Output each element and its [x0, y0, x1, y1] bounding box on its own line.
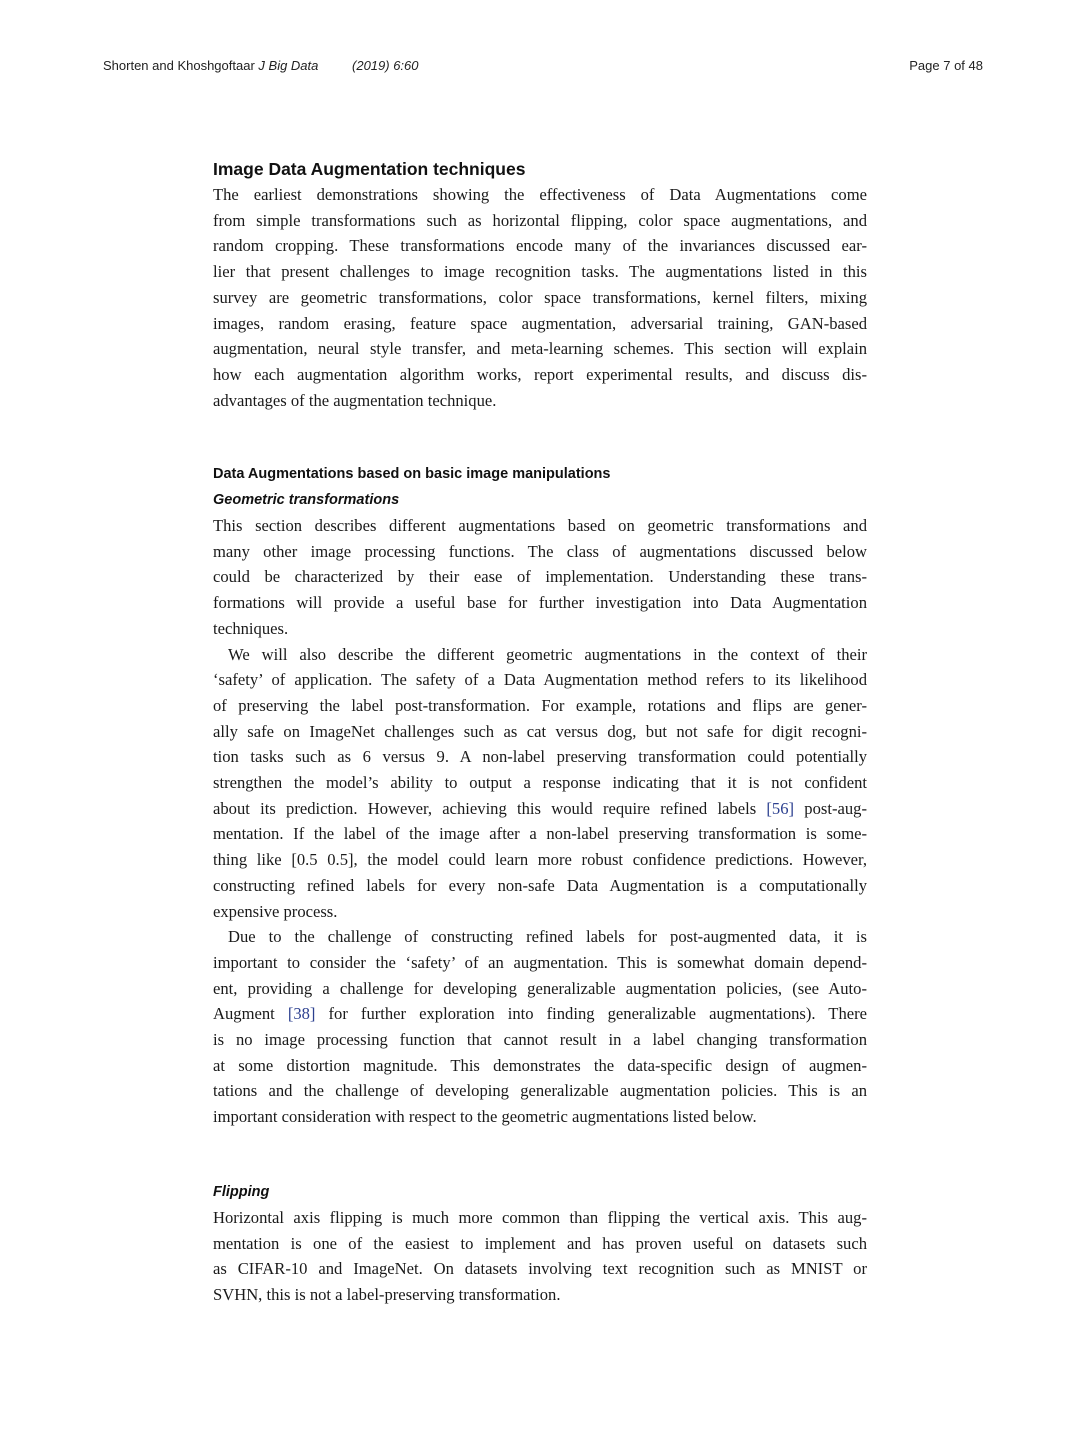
- text-line: formations will provide a useful base for further investigation into Data Augmentation: [213, 593, 867, 613]
- header-authors: Shorten and Khoshgoftaar: [103, 58, 255, 73]
- text-line: random cropping. These transformations encode many of the invariances discussed ear-: [213, 236, 867, 256]
- text-line: ent, providing a challenge for developing generalizable augmentation policies, (see Auto-: [213, 978, 867, 998]
- paragraph-flipping: [213, 1205, 867, 1308]
- text-line: from simple transformations such as horizontal flipping, color space augmentations, and: [213, 210, 867, 230]
- text-line: thing like [0.5 0.5], the model could learn more robust confidence predictions. However,: [213, 850, 867, 870]
- section-flipping: [213, 1179, 867, 1308]
- text-line: many other image processing functions. The class of augmentations discussed below: [213, 541, 867, 561]
- text-line: tion tasks such as 6 versus 9. A non-label preserving transformation could potentially: [213, 747, 867, 767]
- section-basic-image-manipulations: [213, 461, 867, 1130]
- text-line: how each augmentation algorithm works, report experimental results, and discuss dis-: [213, 364, 867, 384]
- text-fragment: about its prediction. However, achieving this would require refined labels: [213, 798, 767, 818]
- paragraph-geometric-intro: [213, 513, 867, 642]
- text-line: Horizontal axis flipping is much more common than flipping the vertical axis. This aug-: [213, 1208, 867, 1227]
- text-line: ally safe on ImageNet challenges such as cat versus dog, but not safe for digit recogni-: [213, 721, 867, 741]
- citation-link-38[interactable]: [38]: [287, 1004, 316, 1024]
- subsection-heading: Data Augmentations based on basic image manipulations: [213, 466, 611, 482]
- text-line: tations and the challenge of developing generalizable augmentation policies. This is an: [213, 1081, 867, 1101]
- text-line: as CIFAR-10 and ImageNet. On datasets involving text recognition such as MNIST or: [213, 1259, 867, 1279]
- text-fragment: Augment: [213, 1004, 288, 1024]
- section-image-data-augmentation: [213, 158, 867, 413]
- section-heading: Image Data Augmentation techniques: [213, 159, 526, 179]
- text-line: images, random erasing, feature space augmentation, adversarial training, GAN-based: [213, 313, 867, 333]
- text-line: expensive process.: [213, 901, 338, 921]
- text-line: advantages of the augmentation technique.: [213, 390, 497, 410]
- citation-link-56[interactable]: [56]: [766, 798, 795, 818]
- text-line: Due to the challenge of constructing refined labels for post-augmented data, it is: [228, 927, 867, 947]
- page-number: Page 7 of 48: [909, 58, 983, 73]
- text-line-with-citation: [213, 1001, 867, 1027]
- text-fragment: post-aug-: [794, 798, 867, 818]
- text-line: We will also describe the different geometric augmentations in the context of their: [228, 644, 867, 664]
- paragraph-safety-consideration: [213, 924, 867, 1130]
- text-line: strengthen the model’s ability to output a response indicating that it is not confident: [213, 773, 867, 793]
- text-line: could be characterized by their ease of implementation. Understanding these trans-: [213, 567, 867, 587]
- header-citation: [103, 58, 419, 73]
- text-line: ‘safety’ of application. The safety of a Data Augmentation method refers to its likelihood: [213, 670, 867, 690]
- running-header: [103, 58, 983, 78]
- text-line: survey are geometric transformations, color space transformations, kernel filters, mixing: [213, 287, 867, 307]
- text-line: augmentation, neural style transfer, and meta-learning schemes. This section will explain: [213, 339, 867, 359]
- text-line: The earliest demonstrations showing the effectiveness of Data Augmentations come: [213, 185, 867, 204]
- paragraph-intro: [213, 182, 867, 413]
- text-line: mentation is one of the easiest to implement and has proven useful on datasets such: [213, 1233, 867, 1253]
- text-line: SVHN, this is not a label-preserving transformation.: [213, 1285, 561, 1305]
- text-line: important to consider the ‘safety’ of an augmentation. This is somewhat domain depend-: [213, 952, 867, 972]
- text-line-with-citation: [213, 796, 867, 822]
- text-line: This section describes different augmentations based on geometric transformations and: [213, 516, 867, 535]
- text-line: techniques.: [213, 618, 289, 638]
- paragraph-safety: [213, 642, 867, 925]
- text-line: lier that present challenges to image recognition tasks. The augmentations listed in this: [213, 262, 867, 282]
- header-year-volume: (2019) 6:60: [352, 58, 419, 73]
- text-line: at some distortion magnitude. This demonstrates the data-specific design of augmen-: [213, 1055, 867, 1075]
- text-line: is no image processing function that cannot result in a label changing transformation: [213, 1030, 867, 1050]
- header-journal: J Big Data: [258, 58, 319, 73]
- text-fragment: for further exploration into finding generalizable augmentations). There: [315, 1004, 867, 1024]
- text-line: important consideration with respect to the geometric augmentations listed below.: [213, 1107, 757, 1127]
- text-line: mentation. If the label of the image after a non-label preserving transformation is some-: [213, 824, 867, 844]
- text-line: constructing refined labels for every non-safe Data Augmentation is a computationally: [213, 875, 867, 895]
- subsubsection-heading-flipping: Flipping: [213, 1184, 270, 1200]
- subsubsection-heading-geometric: Geometric transformations: [213, 492, 400, 508]
- text-line: of preserving the label post-transformation. For example, rotations and flips are gener-: [213, 695, 867, 715]
